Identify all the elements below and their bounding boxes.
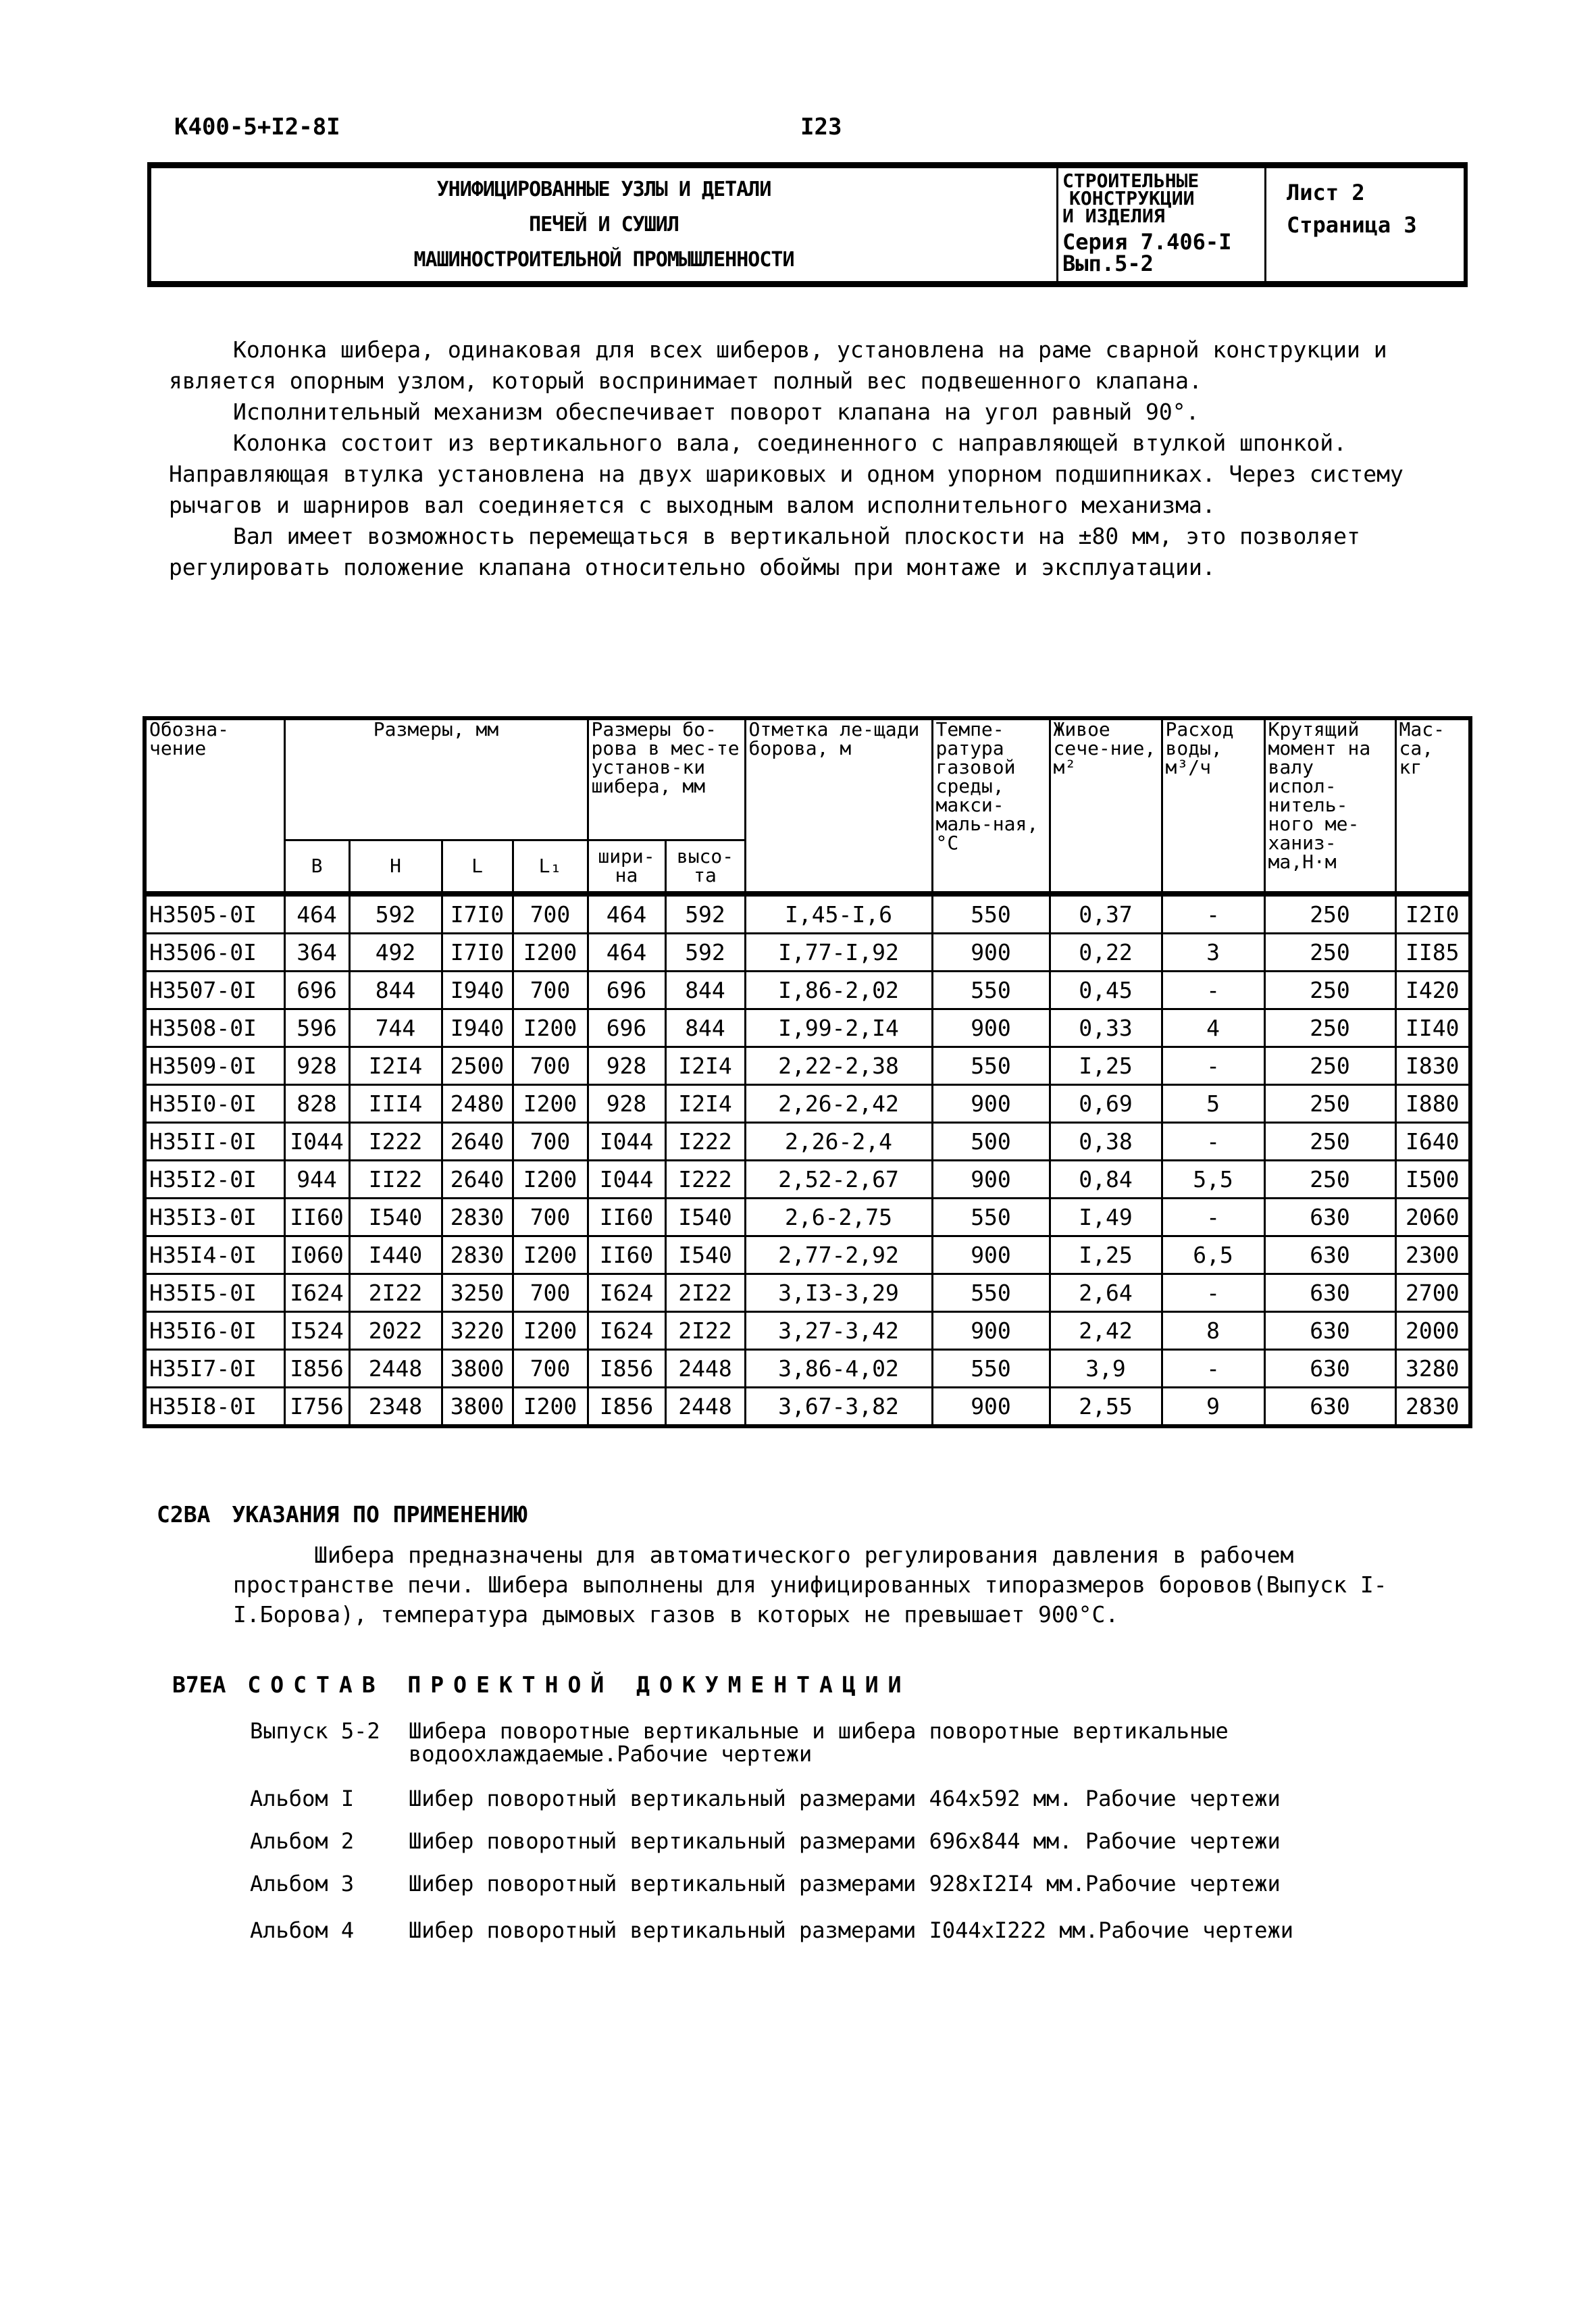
table-cell: II60 (284, 1199, 349, 1236)
table-cell: I222 (349, 1123, 442, 1161)
table-cell: I440 (349, 1236, 442, 1274)
table-cell: 944 (284, 1161, 349, 1199)
table-cell: Н35I8-0I (145, 1388, 284, 1427)
header-water-flow: Расход воды, м³/ч (1162, 718, 1264, 894)
table-cell: 2640 (442, 1123, 513, 1161)
table-cell: Н35I5-0I (145, 1274, 284, 1312)
table-cell: Н35I6-0I (145, 1312, 284, 1350)
table-cell: II60 (588, 1199, 665, 1236)
table-cell: I200 (513, 934, 588, 972)
table-cell: 592 (665, 934, 745, 972)
doc-item-label: Альбом 4 (250, 1917, 355, 1943)
table-cell: 2700 (1395, 1274, 1470, 1312)
table-cell: II85 (1395, 934, 1470, 972)
table-cell: 2830 (442, 1199, 513, 1236)
table-cell: 2830 (1395, 1388, 1470, 1427)
table-cell: 844 (665, 1009, 745, 1047)
table-cell: I624 (588, 1312, 665, 1350)
table-cell: 0,33 (1050, 1009, 1162, 1047)
header-h: H (349, 840, 442, 894)
table-cell: I060 (284, 1236, 349, 1274)
table-cell: 592 (349, 894, 442, 934)
table-cell: I420 (1395, 972, 1470, 1009)
table-cell: I200 (513, 1312, 588, 1350)
sheet-label: Лист 2 (1287, 180, 1365, 205)
table-cell: I624 (588, 1274, 665, 1312)
documentation-code: В7ЕА (172, 1671, 226, 1698)
table-cell: Н35I4-0I (145, 1236, 284, 1274)
table-cell: 900 (932, 1009, 1050, 1047)
table-cell: 0,45 (1050, 972, 1162, 1009)
table-cell: 464 (588, 894, 665, 934)
table-cell: I200 (513, 1009, 588, 1047)
table-cell: 2,55 (1050, 1388, 1162, 1427)
table-cell: 696 (588, 972, 665, 1009)
table-cell: 928 (588, 1047, 665, 1085)
table-cell: 550 (932, 894, 1050, 934)
table-cell: 0,38 (1050, 1123, 1162, 1161)
table-cell: I044 (284, 1123, 349, 1161)
table-cell: 3800 (442, 1388, 513, 1427)
table-cell: 900 (932, 1236, 1050, 1274)
doc-item-label: Выпуск 5-2 (250, 1718, 380, 1744)
table-cell: 2448 (665, 1388, 745, 1427)
table-cell: 700 (513, 1274, 588, 1312)
table-cell: I624 (284, 1274, 349, 1312)
table-cell: 2348 (349, 1388, 442, 1427)
table-cell: III4 (349, 1085, 442, 1123)
table-cell: - (1162, 1047, 1264, 1085)
title-block-main (151, 168, 1058, 281)
table-cell: I,25 (1050, 1236, 1162, 1274)
table-cell: 6,5 (1162, 1236, 1264, 1274)
table-row (145, 972, 1470, 1009)
table-cell: 900 (932, 1388, 1050, 1427)
table-cell: I940 (442, 1009, 513, 1047)
table-cell: 464 (588, 934, 665, 972)
table-cell: 900 (932, 1161, 1050, 1199)
table-cell: 2480 (442, 1085, 513, 1123)
table-cell: 550 (932, 1047, 1050, 1085)
table-cell: I540 (349, 1199, 442, 1236)
series-line: Серия 7.406-I (1062, 229, 1232, 255)
table-cell: 2448 (665, 1350, 745, 1388)
table-cell: I540 (665, 1236, 745, 1274)
usage-text: Шибера предназначены для автоматического регулирования давления в рабочем пространстве печи. Шибера выполнены для унифицированных типоразмеров боровов(Выпуск I-I.Борова), температура дымовых газов в которых не превышает 900°С. (233, 1542, 1387, 1628)
table-row (145, 1009, 1470, 1047)
table-cell: I,86-2,02 (745, 972, 932, 1009)
header-height: высо-та (665, 840, 745, 894)
header-l1: L₁ (513, 840, 588, 894)
table-cell: I2I4 (665, 1085, 745, 1123)
table-cell: 700 (513, 894, 588, 934)
table-cell: I524 (284, 1312, 349, 1350)
table-cell: 250 (1264, 1047, 1395, 1085)
paragraph: Колонка шибера, одинаковая для всех шиберов, установлена на раме сварной конструкции и является опорным узлом, который воспринимает полный вес подвешенного клапана. (169, 336, 1387, 394)
intro-text (169, 334, 1428, 583)
table-cell: I940 (442, 972, 513, 1009)
table-cell: 900 (932, 1312, 1050, 1350)
table-cell: 550 (932, 1350, 1050, 1388)
table-cell: 630 (1264, 1236, 1395, 1274)
table-cell: I640 (1395, 1123, 1470, 1161)
table-cell: I,25 (1050, 1047, 1162, 1085)
table-cell: I880 (1395, 1085, 1470, 1123)
table-cell: 4 (1162, 1009, 1264, 1047)
document-code: К400-5+I2-8I (174, 114, 340, 141)
table-cell: - (1162, 1199, 1264, 1236)
table-cell: I7I0 (442, 934, 513, 972)
header-width: шири-на (588, 840, 665, 894)
title-line: МАШИНОСТРОИТЕЛЬНОЙ ПРОМЫШЛЕННОСТИ (413, 247, 794, 272)
table-cell: Н35I7-0I (145, 1350, 284, 1388)
category-line: И ИЗДЕЛИЯ (1062, 205, 1165, 227)
table-cell: I2I4 (665, 1047, 745, 1085)
table-row (145, 1161, 1470, 1199)
table-cell: 630 (1264, 1274, 1395, 1312)
table-cell: 3,67-3,82 (745, 1388, 932, 1427)
table-cell: 900 (932, 934, 1050, 972)
table-cell: Н3506-0I (145, 934, 284, 972)
table-cell: 8 (1162, 1312, 1264, 1350)
table-cell: 2I22 (665, 1274, 745, 1312)
doc-item (250, 1830, 1456, 1853)
table-row (145, 934, 1470, 972)
table-cell: Н3505-0I (145, 894, 284, 934)
table-cell: 3,86-4,02 (745, 1350, 932, 1388)
table-cell: 700 (513, 1199, 588, 1236)
table-cell: 5 (1162, 1085, 1264, 1123)
table-cell: 592 (665, 894, 745, 934)
table-cell: 5,5 (1162, 1161, 1264, 1199)
table-cell: 2I22 (665, 1312, 745, 1350)
table-cell: 0,84 (1050, 1161, 1162, 1199)
doc-item (250, 1719, 1456, 1765)
table-cell: I7I0 (442, 894, 513, 934)
doc-item-label: Альбом I (250, 1786, 355, 1811)
table-cell: 630 (1264, 1350, 1395, 1388)
table-cell: 700 (513, 1047, 588, 1085)
table-cell: I856 (588, 1388, 665, 1427)
table-cell: 3,27-3,42 (745, 1312, 932, 1350)
table-row (145, 1123, 1470, 1161)
table-cell: 928 (284, 1047, 349, 1085)
table-cell: I,77-I,92 (745, 934, 932, 972)
table-row (145, 1047, 1470, 1085)
table-cell: 550 (932, 1199, 1050, 1236)
table-cell: - (1162, 972, 1264, 1009)
documentation-title: СОСТАВ ПРОЕКТНОЙ ДОКУМЕНТАЦИИ (247, 1671, 911, 1698)
table-cell: Н35I3-0I (145, 1199, 284, 1236)
table-cell: 2,64 (1050, 1274, 1162, 1312)
paragraph: Вал имеет возможность перемещаться в вертикальной плоскости на ±80 мм, это позволяет регулировать положение клапана относительно обоймы при монтаже и эксплуатации. (169, 523, 1360, 580)
category-line: КОНСТРУКЦИИ (1069, 187, 1195, 209)
doc-item-text: Шибер поворотный вертикальный размерами 696х844 мм. Рабочие чертежи (409, 1828, 1281, 1854)
table-cell: 900 (932, 1085, 1050, 1123)
documentation-section (172, 1670, 911, 1700)
usage-code: С2ВА (157, 1501, 211, 1528)
doc-item (250, 1919, 1456, 1942)
table-cell: 250 (1264, 934, 1395, 972)
table-cell: I222 (665, 1161, 745, 1199)
table-cell: 0,69 (1050, 1085, 1162, 1123)
title-block-category (1058, 168, 1266, 281)
table-cell: II22 (349, 1161, 442, 1199)
table-cell: I200 (513, 1085, 588, 1123)
table-cell: 550 (932, 972, 1050, 1009)
doc-item-text: Шибера поворотные вертикальные и шибера поворотные вертикальные водоохлаждаемые.Рабочие чертежи (409, 1718, 1229, 1767)
table-cell: 2,42 (1050, 1312, 1162, 1350)
table-cell: 3 (1162, 934, 1264, 972)
table-cell: 2,22-2,38 (745, 1047, 932, 1085)
header-temperature: Темпе-ратура газовой среды, макси-маль-ная, °С (932, 718, 1050, 894)
title-block-sheet (1266, 168, 1464, 281)
doc-item-text: Шибер поворотный вертикальный размерами I044хI222 мм.Рабочие чертежи (409, 1917, 1294, 1943)
doc-item-label: Альбом 2 (250, 1828, 355, 1854)
table-cell: - (1162, 1350, 1264, 1388)
table-cell: I2I4 (349, 1047, 442, 1085)
table-cell: 2448 (349, 1350, 442, 1388)
table-cell: I,49 (1050, 1199, 1162, 1236)
header-torque: Крутящий момент на валу испол-нитель-ного ме-ханиз-ма,Н·м (1264, 718, 1395, 894)
table-row (145, 1312, 1470, 1350)
paragraph: Исполнительный механизм обеспечивает поворот клапана на угол равный 90°. (233, 399, 1200, 425)
table-cell: 596 (284, 1009, 349, 1047)
table-row (145, 894, 1470, 934)
table-cell: Н3508-0I (145, 1009, 284, 1047)
table-cell: I856 (588, 1350, 665, 1388)
table-cell: I830 (1395, 1047, 1470, 1085)
table-cell: 928 (588, 1085, 665, 1123)
table-row (145, 1350, 1470, 1388)
table-cell: 2I22 (349, 1274, 442, 1312)
header-dimensions: Размеры, мм (284, 718, 588, 840)
table-cell: 550 (932, 1274, 1050, 1312)
table-cell: 700 (513, 1350, 588, 1388)
table-cell: 2,26-2,42 (745, 1085, 932, 1123)
table-cell: 3,I3-3,29 (745, 1274, 932, 1312)
paragraph: Колонка состоит из вертикального вала, соединенного с направляющей втулкой шпонкой. Направляющая втулка установлена на двух шариковых и одном упорном подшипниках. Через систему рычагов и шарниров вал соединяется с выходным валом исполнительного механизма. (169, 430, 1404, 518)
doc-item (250, 1872, 1456, 1895)
table-cell: 744 (349, 1009, 442, 1047)
usage-title: УКАЗАНИЯ ПО ПРИМЕНЕНИЮ (232, 1501, 527, 1528)
shutter-spec-table (143, 716, 1472, 1428)
category-line: СТРОИТЕЛЬНЫЕ (1062, 170, 1200, 192)
title-line: ПЕЧЕЙ И СУШИЛ (529, 212, 679, 236)
table-cell: I200 (513, 1161, 588, 1199)
page-number: I23 (800, 114, 842, 141)
table-cell: 2500 (442, 1047, 513, 1085)
table-cell: 2060 (1395, 1199, 1470, 1236)
table-cell: - (1162, 1123, 1264, 1161)
table-cell: I756 (284, 1388, 349, 1427)
table-cell: 250 (1264, 1085, 1395, 1123)
table-cell: 250 (1264, 1123, 1395, 1161)
usage-section (157, 1500, 527, 1530)
table-row (145, 1274, 1470, 1312)
table-cell: 2,26-2,4 (745, 1123, 932, 1161)
header-open-section: Живое сече-ние, м² (1050, 718, 1162, 894)
table-cell: 3280 (1395, 1350, 1470, 1388)
table-cell: 2640 (442, 1161, 513, 1199)
table-cell: 3220 (442, 1312, 513, 1350)
table-cell: I200 (513, 1236, 588, 1274)
table-cell: I856 (284, 1350, 349, 1388)
table-cell: I044 (588, 1161, 665, 1199)
header-mass: Мас-са, кг (1395, 718, 1470, 894)
table-cell: I222 (665, 1123, 745, 1161)
table-cell: 696 (284, 972, 349, 1009)
title-block (147, 162, 1468, 287)
header-l: L (442, 840, 513, 894)
page-label: Страница 3 (1287, 212, 1417, 238)
table-row (145, 1199, 1470, 1236)
title-line: УНИФИЦИРОВАННЫЕ УЗЛЫ И ДЕТАЛИ (436, 177, 771, 201)
table-cell: 2,77-2,92 (745, 1236, 932, 1274)
table-cell: 3800 (442, 1350, 513, 1388)
table-cell: 828 (284, 1085, 349, 1123)
table-cell: I,99-2,I4 (745, 1009, 932, 1047)
header-designation: Обозна-чение (145, 718, 284, 894)
header-flue-size: Размеры бо-рова в мес-те установ-ки шибера, мм (588, 718, 745, 840)
table-cell: 844 (665, 972, 745, 1009)
table-cell: I200 (513, 1388, 588, 1427)
table-cell: II40 (1395, 1009, 1470, 1047)
table-cell: 9 (1162, 1388, 1264, 1427)
table-cell: I044 (588, 1123, 665, 1161)
table-cell: I500 (1395, 1161, 1470, 1199)
doc-item-text: Шибер поворотный вертикальный размерами 928хI2I4 мм.Рабочие чертежи (409, 1871, 1281, 1896)
table-cell: 700 (513, 1123, 588, 1161)
table-cell: 250 (1264, 1161, 1395, 1199)
table-cell: 2,6-2,75 (745, 1199, 932, 1236)
table-cell: 696 (588, 1009, 665, 1047)
table-cell: 630 (1264, 1388, 1395, 1427)
table-cell: I2I0 (1395, 894, 1470, 934)
table-cell: I,45-I,6 (745, 894, 932, 934)
table-cell: 364 (284, 934, 349, 972)
table-cell: 500 (932, 1123, 1050, 1161)
table-cell: 464 (284, 894, 349, 934)
table-cell: 3250 (442, 1274, 513, 1312)
table-cell: 2000 (1395, 1312, 1470, 1350)
table-cell: Н3507-0I (145, 972, 284, 1009)
table-cell: 630 (1264, 1312, 1395, 1350)
header-b: B (284, 840, 349, 894)
table-cell: - (1162, 1274, 1264, 1312)
table-row (145, 1388, 1470, 1427)
table-cell: Н3509-0I (145, 1047, 284, 1085)
doc-item (250, 1787, 1456, 1810)
table-cell: 2830 (442, 1236, 513, 1274)
table-cell: Н35I2-0I (145, 1161, 284, 1199)
table-cell: II60 (588, 1236, 665, 1274)
table-cell: - (1162, 894, 1264, 934)
table-cell: 250 (1264, 1009, 1395, 1047)
header-floor-mark: Отметка ле-щади борова, м (745, 718, 932, 894)
table-cell: 492 (349, 934, 442, 972)
table-cell: 0,37 (1050, 894, 1162, 934)
table-cell: 0,22 (1050, 934, 1162, 972)
table-cell: 844 (349, 972, 442, 1009)
table-cell: 630 (1264, 1199, 1395, 1236)
table-cell: I540 (665, 1199, 745, 1236)
table-cell: 2022 (349, 1312, 442, 1350)
table-row (145, 1236, 1470, 1274)
doc-item-label: Альбом 3 (250, 1871, 355, 1896)
table-row (145, 1085, 1470, 1123)
table-cell: 3,9 (1050, 1350, 1162, 1388)
table-cell: 250 (1264, 972, 1395, 1009)
table-cell: Н35II-0I (145, 1123, 284, 1161)
table-cell: 2300 (1395, 1236, 1470, 1274)
table-cell: Н35I0-0I (145, 1085, 284, 1123)
issue-line: Вып.5-2 (1062, 251, 1154, 276)
table-cell: 700 (513, 972, 588, 1009)
table-cell: 2,52-2,67 (745, 1161, 932, 1199)
doc-item-text: Шибер поворотный вертикальный размерами 464х592 мм. Рабочие чертежи (409, 1786, 1281, 1811)
table-cell: 250 (1264, 894, 1395, 934)
